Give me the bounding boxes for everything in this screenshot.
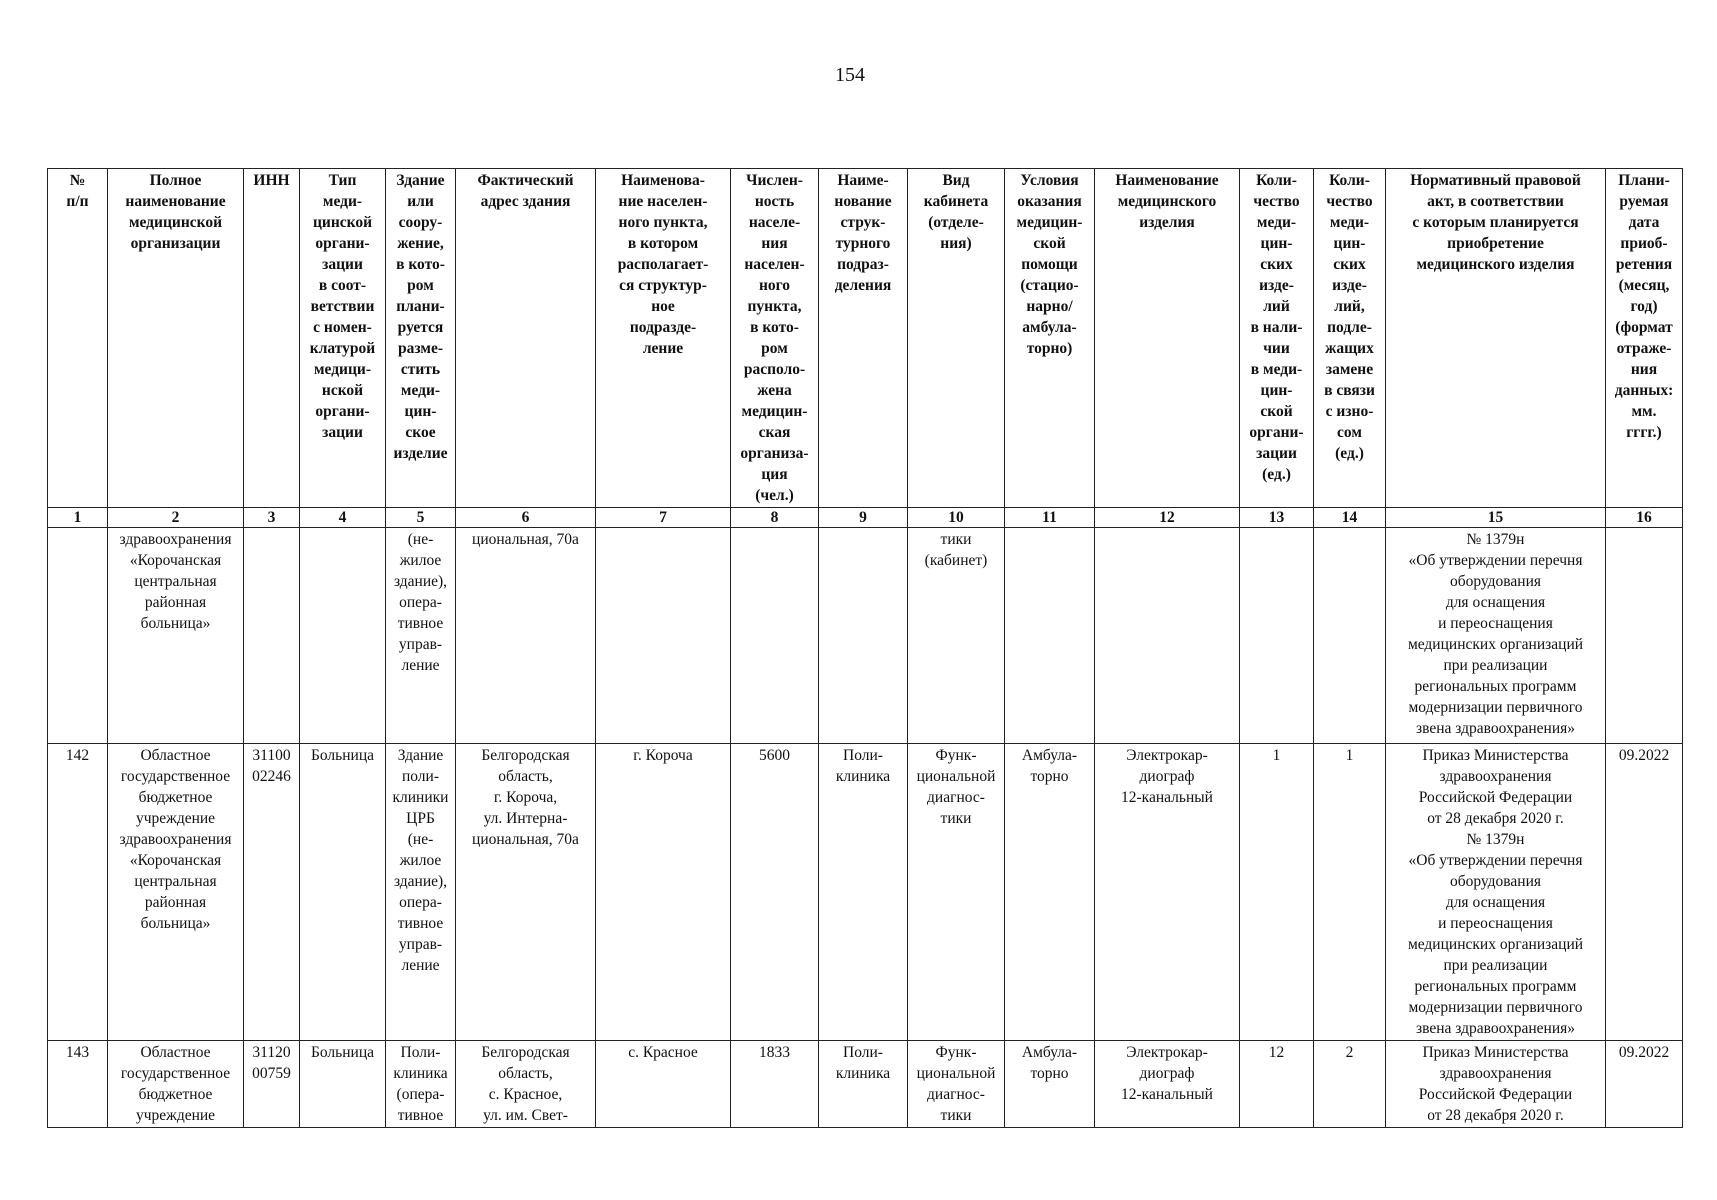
header-cell: Полное наименование медицинской организации [108,169,244,508]
header-cell: Наименова- ние населен- ного пункта, в котором располагает- ся структур- ное подразде- ление [596,169,731,508]
table-cell: 09.2022 [1606,744,1683,1041]
table-cell: циональная, 70а [456,528,596,744]
table-cell: 143 [48,1041,108,1128]
header-cell: ИНН [244,169,300,508]
table-cell [1314,528,1386,744]
header-cell: Здание или соору- жение, в кото- ром плани- руется разме- стить меди- цин- ское изделие [386,169,456,508]
column-number-row [48,508,1683,528]
header-cell: Коли- чество меди- цин- ских изде- лий, подле- жащих замене в связи с изно- сом (ед.) [1314,169,1386,508]
table-cell: Приказ Министерства здравоохранения Российской Федерации от 28 декабря 2020 г. № 1379н «Об утверждении перечня оборудования для оснащения и переоснащения медицинских организаций при реализации региональных программ модернизации первичного звена здравоохранения» [1386,744,1606,1041]
table-cell: Функ- циональной диагнос- тики [908,744,1005,1041]
table-cell: с. Красное [596,1041,731,1128]
table-cell: Функ- циональной диагнос- тики [908,1041,1005,1128]
table-cell: Областное государственное бюджетное учреждение [108,1041,244,1128]
table-cell: здравоохранения «Корочанская центральная районная больница» [108,528,244,744]
column-number: 3 [244,508,300,528]
column-number: 14 [1314,508,1386,528]
table-cell: 1833 [731,1041,819,1128]
header-cell: Тип меди- цинской органи- зации в соот- ветствии с номен- клатурой медици- нской органи- зации [300,169,386,508]
table-cell [48,528,108,744]
table-cell [300,528,386,744]
header-cell: Наименование медицинского изделия [1095,169,1240,508]
column-number: 13 [1240,508,1314,528]
table-cell [731,528,819,744]
column-number: 5 [386,508,456,528]
column-number: 12 [1095,508,1240,528]
medical-equipment-table [47,168,1683,1128]
table-cell [1095,528,1240,744]
table-cell [596,528,731,744]
table-cell [1240,528,1314,744]
header-cell: Наиме- нование струк- турного подраз- деления [819,169,908,508]
header-cell: Условия оказания медицин- ской помощи (стацио- нарно/ амбула- торно) [1005,169,1095,508]
table-cell: Поли- клиника [819,744,908,1041]
column-number: 9 [819,508,908,528]
table-cell: 142 [48,744,108,1041]
column-number: 1 [48,508,108,528]
header-row [48,169,1683,508]
table-cell: Белгородская область, с. Красное, ул. им. Свет- [456,1041,596,1128]
table-cell: 1 [1240,744,1314,1041]
column-number: 7 [596,508,731,528]
column-number: 16 [1606,508,1683,528]
header-cell: Вид кабинета (отделе- ния) [908,169,1005,508]
table-row [48,528,1683,744]
table-cell: 5600 [731,744,819,1041]
table-cell: Областное государственное бюджетное учреждение здравоохранения «Корочанская центральная районная больница» [108,744,244,1041]
table-cell: (не- жилое здание), опера- тивное управ- ление [386,528,456,744]
table-cell: Электрокар- диограф 12-канальный [1095,1041,1240,1128]
column-number: 4 [300,508,386,528]
table-cell [1606,528,1683,744]
table-cell: Амбула- торно [1005,1041,1095,1128]
table-cell: № 1379н «Об утверждении перечня оборудования для оснащения и переоснащения медицинских организаций при реализации региональных программ модернизации первичного звена здравоохранения» [1386,528,1606,744]
table-cell: Электрокар- диограф 12-канальный [1095,744,1240,1041]
table-cell: Поли- клиника [819,1041,908,1128]
header-cell: Фактический адрес здания [456,169,596,508]
column-number: 6 [456,508,596,528]
table-cell: 31100 02246 [244,744,300,1041]
page-number: 154 [835,64,865,86]
table-cell [244,528,300,744]
table-cell: 2 [1314,1041,1386,1128]
table-cell: Амбула- торно [1005,744,1095,1041]
table-cell: Больница [300,1041,386,1128]
table-cell: Белгородская область, г. Короча, ул. Интерна- циональная, 70а [456,744,596,1041]
table-cell: Больница [300,744,386,1041]
table-cell: 1 [1314,744,1386,1041]
table-cell: г. Короча [596,744,731,1041]
table-cell [1005,528,1095,744]
column-number: 15 [1386,508,1606,528]
column-number: 11 [1005,508,1095,528]
table-row [48,744,1683,1041]
table-cell [819,528,908,744]
column-number: 8 [731,508,819,528]
table-cell: Приказ Министерства здравоохранения Российской Федерации от 28 декабря 2020 г. [1386,1041,1606,1128]
table-cell: 09.2022 [1606,1041,1683,1128]
column-number: 2 [108,508,244,528]
table-cell: Поли- клиника (опера- тивное [386,1041,456,1128]
table-row [48,1041,1683,1128]
table-cell: Здание поли- клиники ЦРБ (не- жилое здание), опера- тивное управ- ление [386,744,456,1041]
header-cell: Плани- руемая дата приоб- ретения (месяц, год) (формат отраже- ния данных: мм. гггг.) [1606,169,1683,508]
table-cell: 12 [1240,1041,1314,1128]
header-cell: Коли- чество меди- цин- ских изде- лий в нали- чии в меди- цин- ской органи- зации (ед.) [1240,169,1314,508]
table-cell: тики (кабинет) [908,528,1005,744]
column-number: 10 [908,508,1005,528]
header-cell: Числен- ность населе- ния населен- ного пункта, в кото- ром располо- жена медицин- ская организа- ция (чел.) [731,169,819,508]
table-cell: 31120 00759 [244,1041,300,1128]
header-cell: № п/п [48,169,108,508]
header-cell: Нормативный правовой акт, в соответствии с которым планируется приобретение медицинского изделия [1386,169,1606,508]
